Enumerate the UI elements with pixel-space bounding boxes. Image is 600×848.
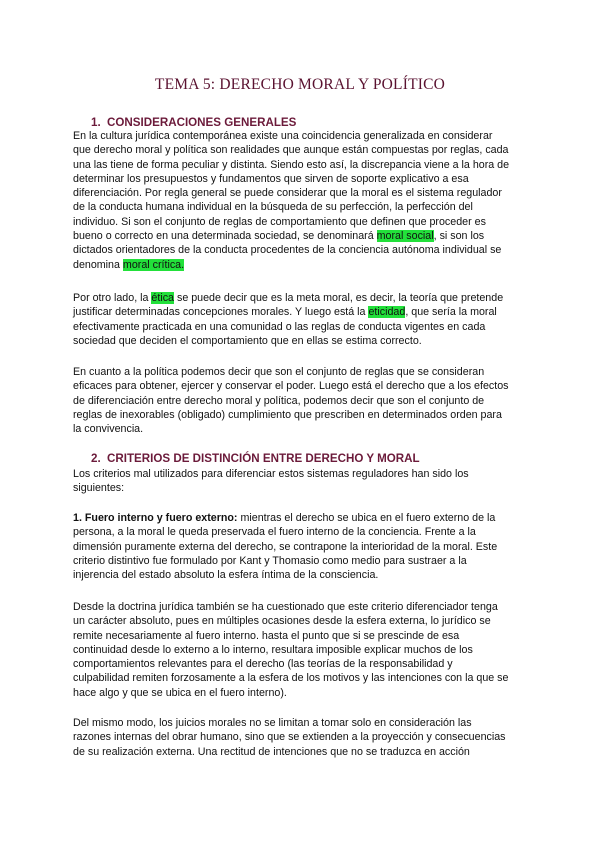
paragraph-juicios-morales	[73, 716, 533, 759]
text-line: la convivencia.	[73, 423, 144, 436]
highlight-eticidad: eticidad	[368, 306, 406, 319]
text-line: criterio distintivo fue formulado por Kant y Thomasio como medio para sustraer a la	[73, 554, 467, 567]
text-line: siguientes:	[73, 482, 125, 495]
text-fragment: bueno o correcto en una determinada sociedad, se denominará	[73, 230, 377, 243]
text-line: sociedad que deciden el comportamiento que en ellas se estima correcto.	[73, 334, 422, 347]
text-line	[73, 511, 533, 525]
highlight-etica: ética	[151, 292, 174, 304]
text-fragment: mientras el derecho se ubica en el fuero externo de la	[237, 512, 496, 524]
paragraph-consideraciones-3	[73, 365, 533, 436]
section-title: CONSIDERACIONES GENERALES	[107, 116, 297, 129]
text-line: hace algo y que se ubica en el fuero interno).	[73, 686, 287, 699]
text-line: dictados orientadores de la conducta procedentes de la conciencia autónoma individual se	[73, 244, 502, 257]
text-line: remite necesariamente al fuero interno. hasta el punto que si se prescinde de esa	[73, 629, 460, 642]
text-line: determinar los presupuestos y fundamentos que sirven de soporte explicativo a esa	[73, 172, 469, 185]
section-number: 1.	[91, 116, 101, 129]
text-line: Del mismo modo, los juicios morales no se limitan a tomar solo en consideración las	[73, 717, 472, 729]
text-fragment: denomina	[73, 258, 123, 271]
text-line: persona, a la moral le queda preservada el fuero interno de la conciencia. Frente a la	[73, 526, 476, 539]
text-line: de la conducta humana individual en la búsqueda de su perfección, la perfección del	[73, 201, 473, 214]
text-line: de su realización externa. Una rectitud de intenciones que no se traduzca en acción	[73, 745, 470, 758]
text-fragment: , que sería la moral	[405, 306, 497, 319]
text-line: continuidad desde lo externo a lo interno, resultara imposible explicar muchos de los	[73, 643, 473, 656]
text-fragment: , si son los	[433, 230, 485, 243]
text-line: que derecho moral y política son realidades que aunque están compuestas por reglas, cada	[73, 144, 509, 157]
paragraph-fuero-interno	[73, 511, 533, 582]
paragraph-doctrina-juridica	[73, 600, 533, 700]
text-line: razones internas del obrar humano, sino que se extienden a la proyección y consecuencias	[73, 731, 506, 744]
text-line: eficaces para obtener, ejercer y conservar el poder. Luego está el derecho que a los efectos	[73, 380, 509, 393]
section-heading-criterios	[91, 452, 420, 465]
text-line: En cuanto a la política podemos decir que son el conjunto de reglas que se consideran	[73, 366, 485, 378]
section-number: 2.	[91, 452, 101, 465]
highlight-moral-social: moral social	[376, 230, 434, 243]
text-line	[73, 291, 533, 305]
text-line: individuo. Si son el conjunto de reglas de comportamiento que definen que proceder es	[73, 215, 486, 228]
text-line: efectivamente practicada en una comunidad o las reglas de conducta vigentes en cada	[73, 320, 486, 333]
text-line	[73, 305, 533, 319]
bold-criterion-label: 1. Fuero interno y fuero externo:	[73, 512, 238, 524]
text-line: Los criterios mal utilizados para diferenciar estos sistemas reguladores han sido los	[73, 468, 469, 480]
highlight-moral-critica: moral crítica.	[122, 258, 185, 271]
text-line: Desde la doctrina jurídica también se ha cuestionado que este criterio diferenciador tenga	[73, 601, 498, 613]
text-line: un carácter absoluto, pues en múltiples ocasiones desde la esfera externa, lo jurídico se	[73, 615, 491, 628]
text-fragment: justificar determinadas concepciones morales. Y luego está la	[73, 306, 369, 319]
paragraph-consideraciones-1	[73, 129, 533, 272]
text-line: dimensión puramente externa del derecho, se contrapone la interioridad de la moral. Este	[73, 540, 498, 553]
document-title: TEMA 5: DERECHO MORAL Y POLÍTICO	[154, 76, 446, 93]
text-fragment: se puede decir que es la meta moral, es decir, la teoría que pretende	[174, 292, 504, 304]
text-line	[73, 258, 533, 272]
paragraph-consideraciones-2	[73, 291, 533, 348]
text-line	[73, 229, 533, 243]
text-line: culpabilidad remiten forzosamente a la esfera de los motivos y las intenciones con la que se	[73, 672, 509, 685]
text-line: de diferenciación entre derecho moral y política, podemos decir que son el conjunto de	[73, 394, 485, 407]
paragraph-criterios-1	[73, 467, 533, 496]
text-line: reglas de inexorables (obligado) cumplimiento que prescriben en determinados orden para	[73, 408, 502, 421]
text-line: diferenciación. Por regla general se puede considerar que la moral es el sistema regulador	[73, 187, 502, 200]
text-line: una las tiene de forma peculiar y distinta. Siendo esto así, la discrepancia viene a la hora de	[73, 158, 510, 171]
text-line: injerencia del estado absoluto la esfera íntima de la consciencia.	[73, 569, 379, 582]
section-heading-consideraciones	[91, 116, 296, 129]
section-title: CRITERIOS DE DISTINCIÓN ENTRE DERECHO Y MORAL	[107, 452, 420, 465]
text-line: comportamientos relevantes para el derecho (las teorías de la responsabilidad y	[73, 658, 453, 671]
text-fragment: Por otro lado, la	[73, 292, 152, 304]
text-line: En la cultura jurídica contemporánea existe una coincidencia generalizada en considerar	[73, 130, 493, 142]
